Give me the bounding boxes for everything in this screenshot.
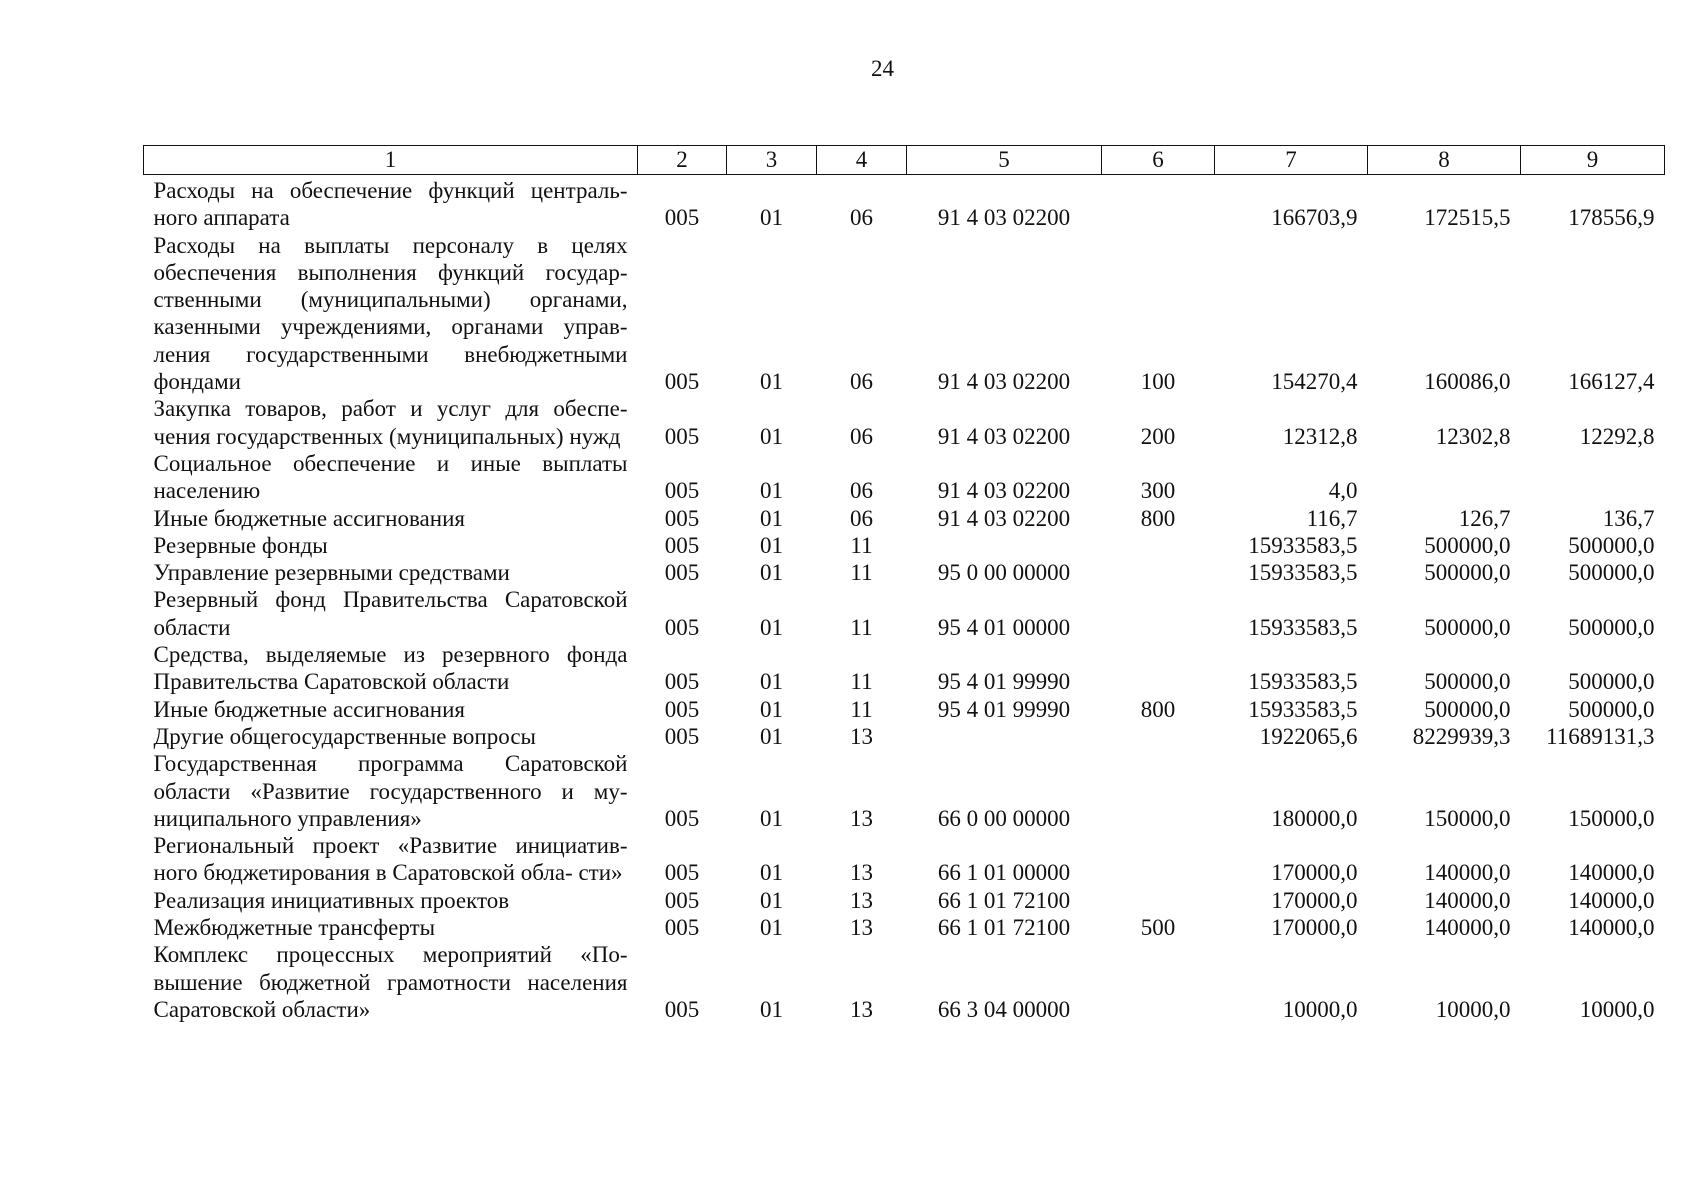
amount-cell-col8: 172515,5	[1424, 205, 1511, 231]
target-article-cell: 91 4 03 02200	[937, 505, 1071, 531]
row-name-line: Реализация инициативных проектов	[153, 887, 510, 913]
subsection-cell: 13	[850, 887, 873, 913]
row-name-line: Закупка товаров, работ и услуг для обеспе-	[153, 396, 628, 422]
target-article-cell: 95 4 01 00000	[937, 614, 1071, 640]
column-header-1: 1	[144, 146, 638, 175]
code-cell: 005	[664, 205, 700, 231]
amount-cell-col8: 140000,0	[1424, 887, 1511, 913]
column-header-2: 2	[638, 146, 727, 175]
expense-type-cell: 500	[1140, 915, 1176, 941]
column-header-6: 6	[1102, 146, 1215, 175]
amount-cell-col8: 140000,0	[1424, 860, 1511, 886]
amount-cell-col7: 12312,8	[1282, 423, 1358, 449]
row-name-line: обеспечения выполнения функций государ-	[153, 259, 628, 285]
row-name-cell	[144, 450, 638, 505]
row-name-cell	[144, 586, 638, 641]
amount-cell-col8: 8229939,3	[1412, 723, 1511, 749]
amount-cell-col8: 126,7	[1458, 505, 1511, 531]
table-row	[144, 887, 1665, 914]
row-name-cell	[144, 505, 638, 532]
amount-cell-col9: 166127,4	[1568, 369, 1655, 395]
table-body	[144, 175, 1665, 1024]
row-name-line: ственными (муниципальными) органами,	[153, 287, 628, 313]
code-cell: 005	[664, 505, 700, 531]
amount-cell-col8: 500000,0	[1424, 669, 1511, 695]
amount-cell-col9: 178556,9	[1568, 205, 1655, 231]
section-cell: 01	[760, 532, 783, 558]
target-article-cell	[907, 532, 1102, 559]
row-name-cell	[144, 232, 638, 396]
table-row	[144, 941, 1665, 1023]
amount-cell-col7: 1922065,6	[1259, 723, 1358, 749]
amount-cell-col7: 154270,4	[1271, 369, 1358, 395]
expense-type-cell	[1102, 586, 1215, 641]
expense-type-cell: 100	[1140, 369, 1176, 395]
amount-cell-col8: 500000,0	[1424, 696, 1511, 722]
row-name-line: населению	[153, 478, 261, 504]
amount-cell-col8: 12302,8	[1435, 423, 1511, 449]
expense-type-cell	[1102, 832, 1215, 887]
amount-cell-col8: 140000,0	[1424, 915, 1511, 941]
subsection-cell: 11	[850, 532, 873, 558]
amount-cell-col9: 500000,0	[1568, 696, 1655, 722]
column-header-3: 3	[727, 146, 817, 175]
amount-cell-col9: 140000,0	[1568, 915, 1655, 941]
table-row	[144, 586, 1665, 641]
target-article-cell: 66 1 01 72100	[937, 915, 1071, 941]
expense-type-cell	[1102, 641, 1215, 696]
amount-cell-col9	[1521, 450, 1665, 505]
subsection-cell: 13	[850, 860, 873, 886]
row-name-line: ного аппарата	[153, 205, 290, 231]
subsection-cell: 06	[850, 205, 873, 231]
target-article-cell: 91 4 03 02200	[937, 205, 1071, 231]
expense-type-cell	[1102, 887, 1215, 914]
amount-cell-col7: 170000,0	[1271, 887, 1358, 913]
amount-cell-col9: 150000,0	[1568, 805, 1655, 831]
row-name-cell	[144, 532, 638, 559]
amount-cell-col7: 15933583,5	[1248, 560, 1358, 586]
row-name-cell	[144, 395, 638, 450]
table-row	[144, 914, 1665, 941]
row-name-line: фондами	[153, 369, 241, 395]
row-name-line: Другие общегосударственные вопросы	[153, 723, 536, 749]
target-article-cell: 91 4 03 02200	[937, 478, 1071, 504]
code-cell: 005	[664, 805, 700, 831]
table-row	[144, 232, 1665, 396]
row-name-line: области «Развитие государственного и му-	[153, 778, 628, 804]
amount-cell-col9: 500000,0	[1568, 614, 1655, 640]
amount-cell-col7: 170000,0	[1271, 860, 1358, 886]
section-cell: 01	[760, 915, 783, 941]
subsection-cell: 06	[850, 423, 873, 449]
code-cell: 005	[664, 915, 700, 941]
target-article-cell: 91 4 03 02200	[937, 423, 1071, 449]
table-row	[144, 723, 1665, 750]
section-cell: 01	[760, 996, 783, 1022]
row-name-line: Расходы на обеспечение функций централь-	[153, 178, 628, 203]
expense-type-cell: 800	[1140, 696, 1176, 722]
amount-cell-col7: 15933583,5	[1248, 669, 1358, 695]
amount-cell-col9: 500000,0	[1568, 560, 1655, 586]
table-row	[144, 532, 1665, 559]
row-name-line: казенными учреждениями, органами управ-	[153, 314, 628, 340]
row-name-line: Резервные фонды	[153, 532, 328, 558]
row-name-cell	[144, 696, 638, 723]
expense-type-cell: 800	[1140, 505, 1176, 531]
row-name-cell	[144, 723, 638, 750]
subsection-cell: 11	[850, 614, 873, 640]
section-cell: 01	[760, 505, 783, 531]
expense-type-cell	[1102, 175, 1215, 232]
amount-cell-col7: 15933583,5	[1248, 696, 1358, 722]
row-name-line: Правительства Саратовской области	[153, 669, 510, 695]
code-cell: 005	[664, 423, 700, 449]
amount-cell-col8: 160086,0	[1424, 369, 1511, 395]
table-row	[144, 832, 1665, 887]
table-row	[144, 559, 1665, 586]
code-cell: 005	[664, 614, 700, 640]
section-cell: 01	[760, 614, 783, 640]
row-name-line: Иные бюджетные ассигнования	[153, 696, 465, 722]
row-name-line: Резервный фонд Правительства Саратовской	[153, 587, 628, 613]
row-name-line: ления государственными внебюджетными	[153, 341, 628, 367]
subsection-cell: 11	[850, 669, 873, 695]
target-article-cell: 66 3 04 00000	[937, 996, 1071, 1022]
row-name-line: Расходы на выплаты персоналу в целях	[153, 232, 628, 258]
row-name-line: Управление резервными средствами	[153, 560, 510, 586]
row-name-cell	[144, 750, 638, 832]
expense-type-cell: 200	[1140, 423, 1176, 449]
section-cell: 01	[760, 860, 783, 886]
amount-cell-col8: 500000,0	[1424, 560, 1511, 586]
subsection-cell: 13	[850, 915, 873, 941]
expense-type-cell	[1102, 559, 1215, 586]
code-cell: 005	[664, 369, 700, 395]
table-row	[144, 696, 1665, 723]
code-cell: 005	[664, 560, 700, 586]
table-row	[144, 175, 1665, 232]
amount-cell-col8	[1368, 450, 1521, 505]
row-name-cell	[144, 887, 638, 914]
target-article-cell: 95 4 01 99990	[937, 696, 1071, 722]
table-row	[144, 641, 1665, 696]
target-article-cell: 91 4 03 02200	[937, 369, 1071, 395]
amount-cell-col9: 140000,0	[1568, 860, 1655, 886]
target-article-cell	[907, 723, 1102, 750]
subsection-cell: 11	[850, 696, 873, 722]
target-article-cell: 66 0 00 00000	[937, 805, 1071, 831]
table-row	[144, 450, 1665, 505]
target-article-cell: 66 1 01 72100	[937, 887, 1071, 913]
amount-cell-col8: 150000,0	[1424, 805, 1511, 831]
row-name-line: Социальное обеспечение и иные выплаты	[153, 450, 628, 476]
row-name-cell	[144, 559, 638, 586]
subsection-cell: 13	[850, 805, 873, 831]
row-name-cell	[144, 832, 638, 887]
amount-cell-col9: 10000,0	[1579, 996, 1655, 1022]
subsection-cell: 13	[850, 996, 873, 1022]
section-cell: 01	[760, 423, 783, 449]
row-name-line: ниципального управления»	[153, 805, 422, 831]
subsection-cell: 13	[850, 723, 873, 749]
row-name-cell	[144, 175, 638, 232]
column-header-8: 8	[1368, 146, 1521, 175]
expense-type-cell	[1102, 750, 1215, 832]
code-cell: 005	[664, 860, 700, 886]
amount-cell-col9: 500000,0	[1568, 669, 1655, 695]
table-row	[144, 750, 1665, 832]
row-name-line: Комплекс процессных мероприятий «По-	[153, 942, 628, 968]
amount-cell-col7: 116,7	[1306, 505, 1358, 531]
row-name-cell	[144, 641, 638, 696]
expense-type-cell	[1102, 532, 1215, 559]
code-cell: 005	[664, 478, 700, 504]
section-cell: 01	[760, 887, 783, 913]
amount-cell-col7: 180000,0	[1271, 805, 1358, 831]
amount-cell-col8: 500000,0	[1424, 532, 1511, 558]
header-row	[144, 146, 1665, 175]
amount-cell-col9: 11689131,3	[1546, 723, 1655, 749]
row-name-line: ного бюджетирования в Саратовской обла-	[153, 860, 573, 886]
column-header-4: 4	[817, 146, 907, 175]
row-name-cell	[144, 914, 638, 941]
amount-cell-col9: 12292,8	[1579, 423, 1655, 449]
target-article-cell: 95 0 00 00000	[937, 560, 1071, 586]
code-cell: 005	[664, 996, 700, 1022]
column-header-9: 9	[1521, 146, 1665, 175]
row-name-line: сти»	[578, 860, 623, 886]
row-name-line: Межбюджетные трансферты	[153, 915, 436, 941]
column-header-7: 7	[1215, 146, 1368, 175]
row-name-line: области	[153, 614, 231, 640]
amount-cell-col9: 140000,0	[1568, 887, 1655, 913]
section-cell: 01	[760, 560, 783, 586]
target-article-cell: 95 4 01 99990	[937, 669, 1071, 695]
subsection-cell: 06	[850, 505, 873, 531]
amount-cell-col7: 15933583,5	[1248, 614, 1358, 640]
section-cell: 01	[760, 723, 783, 749]
row-name-line: чения государственных (муниципальных)	[153, 423, 564, 449]
expense-type-cell	[1102, 941, 1215, 1023]
section-cell: 01	[760, 478, 783, 504]
expense-type-cell	[1102, 723, 1215, 750]
row-name-line: Иные бюджетные ассигнования	[153, 505, 465, 531]
budget-table	[143, 145, 1665, 1023]
amount-cell-col8: 500000,0	[1424, 614, 1511, 640]
section-cell: 01	[760, 369, 783, 395]
row-name-cell	[144, 941, 638, 1023]
table-row	[144, 395, 1665, 450]
amount-cell-col7: 10000,0	[1282, 996, 1358, 1022]
amount-cell-col7: 166703,9	[1271, 205, 1358, 231]
row-name-line: Саратовской области»	[153, 996, 371, 1022]
code-cell: 005	[664, 532, 700, 558]
amount-cell-col7: 4,0	[1328, 478, 1358, 504]
expense-type-cell: 300	[1140, 478, 1176, 504]
amount-cell-col7: 15933583,5	[1248, 532, 1358, 558]
section-cell: 01	[760, 669, 783, 695]
table-row	[144, 505, 1665, 532]
subsection-cell: 11	[850, 560, 873, 586]
code-cell: 005	[664, 887, 700, 913]
subsection-cell: 06	[850, 369, 873, 395]
amount-cell-col9: 500000,0	[1568, 532, 1655, 558]
row-name-line: Средства, выделяемые из резервного фонда	[153, 642, 628, 668]
section-cell: 01	[760, 805, 783, 831]
code-cell: 005	[664, 669, 700, 695]
column-header-5: 5	[907, 146, 1102, 175]
amount-cell-col7: 170000,0	[1271, 915, 1358, 941]
page-number: 24	[871, 56, 894, 81]
amount-cell-col8: 10000,0	[1435, 996, 1511, 1022]
section-cell: 01	[760, 696, 783, 722]
row-name-line: Государственная программа Саратовской	[153, 751, 628, 777]
code-cell: 005	[664, 723, 700, 749]
row-name-line: Региональный проект «Развитие инициатив-	[153, 833, 628, 859]
row-name-line: вышение бюджетной грамотности населения	[153, 969, 628, 995]
code-cell: 005	[664, 696, 700, 722]
table-header	[144, 146, 1665, 175]
target-article-cell: 66 1 01 00000	[937, 860, 1071, 886]
section-cell: 01	[760, 205, 783, 231]
amount-cell-col9: 136,7	[1602, 505, 1655, 531]
row-name-line: нужд	[569, 423, 621, 449]
subsection-cell: 06	[850, 478, 873, 504]
